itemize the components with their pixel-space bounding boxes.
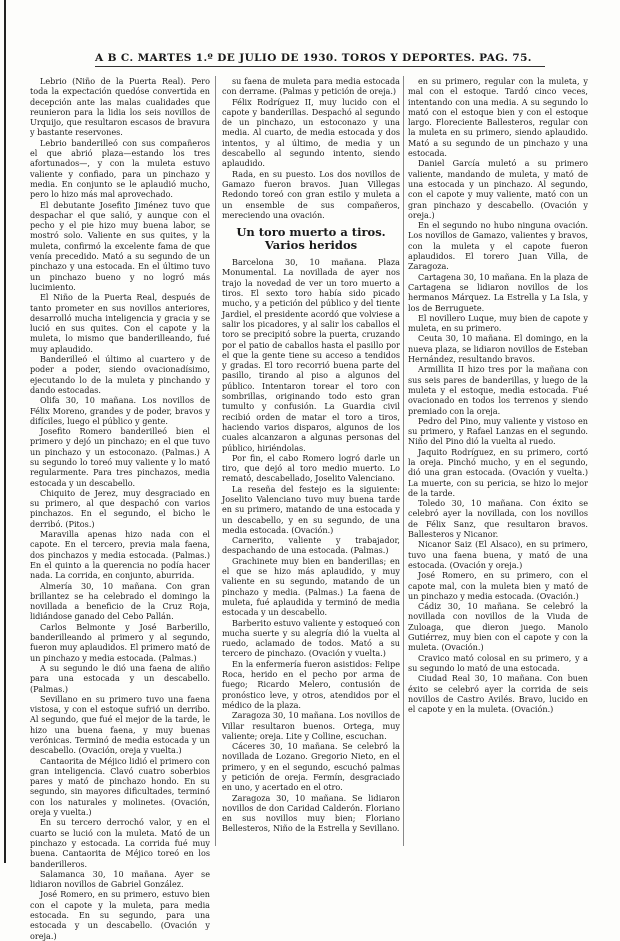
paragraph: su faena de muleta para media estocada con derrame. (Palmas y petición de oreja.) — [222, 76, 400, 97]
paragraph: La reseña del festejo es la siguiente: Joselito Valenciano tuvo muy buena tarde en su primero, matando de una estocada y un descabello, y en su segundo, de una media estocada. (Ovación.) — [222, 483, 400, 535]
paragraph: Daniel García muletó a su primero valiente, mandando de muleta, y mató de una estocada y un pinchazo. Al segundo, con el capote y muy valiente, mató con un gran pinchazo y descabello. (Ovación y oreja.) — [408, 158, 588, 220]
paragraph: Rada, en su puesto. Los dos novillos de Gamazo fueron bravos. Juan Villegas Redondo toreó con gran estilo y muleta a un ensemble de sus compañeros, mereciendo una ovación. — [222, 168, 400, 220]
paragraph: José Romero, en su primero, estuvo bien con el capote y la muleta, para media estocada. En su segundo, para una estocada y un descabello. (Ovación y oreja.) — [30, 889, 210, 941]
paragraph: En el segundo no hubo ninguna ovación. Los novillos de Gamazo, valientes y bravos, con la muleta y el capote fueron aplaudidos. El torero Juan Villa, de Zaragoza. — [408, 220, 588, 272]
paragraph: Félix Rodríguez II, muy lucido con el capote y banderillas. Despachó al segundo de un pinchazo, un estoconazo y una media. Al cuarto, de media estocada y dos intentos, y al último, de media y un descabello al segundo intento, siendo aplaudido. — [222, 96, 400, 169]
paragraph: Lebrio banderilleó con sus compañeros el que abrió plaza—estando los tres afortunados—, y con la muleta estuvo valiente y confiado, para un pinchazo y media. En conjunto se le aplaudió mucho, pero lo hizo más mal aprovechado. — [30, 137, 210, 200]
paragraph: Salamanca 30, 10 mañana. Ayer se lidiaron novillos de Gabriel González. — [30, 868, 210, 890]
column-1 — [30, 76, 210, 941]
paragraph: Cáceres 30, 10 mañana. Se celebró la novillada de Lozano. Gregorio Nieto, en el primero, y en el segundo, escuchó palmas y petición de oreja. Fermín, desgraciado en uno, y acertado en el otro. — [222, 741, 400, 793]
paragraph: Jaquito Rodríguez, en su primero, cortó la oreja. Pinchó mucho, y en el segundo, dió una gran estocada. (Ovación y vuelta.) La muerte, con su pericia, se hizo lo mejor de la tarde. — [408, 446, 588, 498]
paragraph: El novillero Luque, muy bien de capote y muleta, en su primero. — [408, 312, 588, 334]
paragraph: Carnerito, valiente y trabajador, despachando de una estocada. (Palmas.) — [222, 535, 400, 556]
paragraph: Barcelona 30, 10 mañana. Plaza Monumental. La novillada de ayer nos trajo la novedad de ver un toro muerto a tiros. El sexto toro había sido picado mucho, y a petición del público y del tiente Jardiel, el presidente acordó que volviese a salir los picadores, y al salir los caballos el toro se precipitó sobre la puerta, cruzando por el patio de caballos hasta el pasillo por el que la gente tiene su acceso a tendidos y gradas. El toro recorrió buena parte del pasillo, tirando al piso a algunos del público. Intentaron torear el toro con sombrillas, originando todo esto gran tumulto y confusión. La Guardia civil recibió orden de matar el toro a tiros, haciendo varios disparos, algunos de los cuales alcanzaron a algunas personas del público, hiriéndolas. — [222, 257, 400, 453]
paragraph: Cantaorita de Méjico lidió el primero con gran inteligencia. Clavó cuatro soberbios pares y mató de pinchazo hondo. En su segundo, sin mayores dificultades, terminó con los naturales y molinetes. (Ovación, oreja y vuelta.) — [30, 755, 210, 818]
header-rule — [95, 66, 545, 67]
paragraph: Pedro del Pino, muy valiente y vistoso en su primero, y Rafael Lanzas en el segundo. Niño del Pino dió la vuelta al ruedo. — [408, 415, 588, 447]
paragraph: Almería 30, 10 mañana. Con gran brillantez se ha celebrado el domingo la novillada a beneficio de la Cruz Roja, lidiándose ganado del Cebo Pallán. — [30, 580, 210, 622]
column-divider — [403, 76, 404, 846]
paragraph: En la enfermería fueron asistidos: Felipe Roca, herido en el pecho por arma de fuego; Ricardo Melero, contusión de pronóstico leve, y otros, atendidos por el médico de la plaza. — [222, 658, 400, 710]
paragraph: Maravilla apenas hizo nada con el capote. En el tercero, previa mala faena, dos pinchazos y media estocada. (Palmas.) En el quinto a la querencia no podía hacer nada. La corrida, en conjunto, aburrida. — [30, 529, 210, 581]
paragraph: Olifa 30, 10 mañana. Los novillos de Félix Moreno, grandes y de poder, bravos y difíciles, luego el público y gente. — [30, 395, 210, 426]
article-heading: Un toro muerto a tiros. Varios heridos — [236, 225, 386, 253]
paragraph: Carlos Belmonte y José Barberillo, banderilleando al primero y al segundo, fueron muy aplaudidos. El primero mató de un pinchazo y media estocada. (Palmas.) — [30, 621, 210, 663]
paragraph: Ciudad Real 30, 10 mañana. Con buen éxito se celebró ayer la corrida de seis novillos de Castro Avilés. Bravo, lucido en el capote y en la muleta. (Ovación.) — [408, 673, 588, 715]
paragraph: El debutante Josefito Jiménez tuvo que despachar el que salió, y aunque con el pecho y el pie hizo muy buena labor, se mostró solo. Valiente en sus quites, y la muleta, confirmó la excelente fama de que venía precedido. Mató a su segundo de un pinchazo y una estocada. En el último tuvo un pinchazo bueno y no logró más lucimiento. — [30, 199, 210, 292]
column-divider — [215, 76, 216, 846]
paragraph: Chiquito de Jerez, muy desgraciado en su primero, al que despachó con varios pinchazos. En el segundo, el bicho le derribó. (Pitos.) — [30, 487, 210, 529]
paragraph: Barberito estuvo valiente y estoqueó con mucha suerte y su alegría dió la vuelta al ruedo, aclamado de todos. Mató a su tercero de pinchazo. (Ovación y vuelta.) — [222, 617, 400, 659]
paragraph: Armillita II hizo tres por la mañana con sus seis pares de banderillas, y luego de la muleta y el estoque, media estocada. Fué ovacionado en todos los terrenos y siendo premiado con la oreja. — [408, 364, 588, 416]
paragraph: Josefito Romero banderilleó bien el primero y dejó un pinchazo; en el que tuvo un pinchazo y un estoconazo. (Palmas.) A su segundo lo toreó muy valiente y lo mató regularmente. Para tres pinchazos, media estocada y un descabello. — [30, 426, 210, 488]
paragraph: Zaragoza 30, 10 mañana. Los novillos de Villar resultaron buenos. Ortega, muy valiente; oreja. Lite y Colline, escuchan. — [222, 710, 400, 741]
paragraph: Cartagena 30, 10 mañana. En la plaza de Cartagena se lidiaron novillos de los hermanos Márquez. La Estrella y La Isla, y los de Berruguete. — [408, 271, 588, 313]
paragraph: El Niño de la Puerta Real, después de tanto prometer en sus novillos anteriores, desarrolló mucha inteligencia y gracia y se lució en sus quites. Con el capote y la muleta, lo mismo que banderilleando, fué muy aplaudido. — [30, 292, 210, 354]
paragraph: Cádiz 30, 10 mañana. Se celebró la novillada con novillos de la Viuda de Zuloaga, que dieron juego. Manolo Gutiérrez, muy bien con el capote y con la muleta. (Ovación.) — [408, 601, 588, 653]
paragraph: José Romero, en su primero, con el capote mal, con la muleta bien y mató de un pinchazo y media estocada. (Ovación.) — [408, 570, 588, 601]
paragraph: Sevillano en su primero tuvo una faena vistosa, y con el estoque sufrió un derribo. Al segundo, que fué el mejor de la tarde, le hizo una buena faena, y muy buenas verónicas. Terminó de media estocada y un descabello. (Ovación, oreja y vuelta.) — [30, 693, 210, 756]
paragraph: Lebrio (Niño de la Puerta Real). Pero toda la expectación quedóse convertida en decepción ante las malas cualidades que reunieron para la lidia los seis novillos de Urquijo, que resultaron escasos de bravura y bastante reservones. — [30, 76, 210, 138]
paragraph: Cravico mató colosal en su primero, y a su segundo lo mató de una estocada. — [408, 652, 588, 673]
paragraph: Ceuta 30, 10 mañana. El domingo, en la nueva plaza, se lidiaron novillos de Esteban Hernández, resultando bravos. — [408, 333, 588, 365]
paragraph: Banderilleó el último al cuartero y de poder a poder, siendo ovacionadísimo, ejecutando lo de la muleta y pinchando y dando estocadas. — [30, 354, 210, 395]
page-header: A B C. MARTES 1.º DE JULIO DE 1930. TOROS Y DEPORTES. PAG. 75. — [95, 52, 532, 64]
paragraph: En su tercero derrochó valor, y en el cuarto se lució con la muleta. Mató de un pinchazo y estocada. La corrida fué muy buena. Cantaorita de Méjico toreó en los banderilleros. — [30, 817, 210, 869]
column-3 — [408, 76, 588, 714]
column-2 — [222, 76, 400, 834]
paragraph: Nicanor Saiz (El Alsaco), en su primero, tuvo una faena buena, y mató de una estocada. (Ovación y oreja.) — [408, 539, 588, 570]
paragraph: A su segundo le dió una faena de aliño para una estocada y un descabello. (Palmas.) — [30, 662, 210, 694]
paragraph: Grachinete muy bien en banderillas; en el que se hizo más aplaudido, y muy valiente en su segundo, matando de un pinchazo y media. (Palmas.) La faena de muleta, fué aplaudida y terminó de media estocada y un descabello. — [222, 555, 400, 618]
paragraph: Toledo 30, 10 mañana. Con éxito se celebró ayer la novillada, con los novillos de Félix Sanz, que resultaron bravos. Ballesteros y Nicanor. — [408, 498, 588, 540]
paragraph: en su primero, regular con la muleta, y mal con el estoque. Tardó cinco veces, intentando con una media. A su segundo lo mató con el estoque bien y con el estoque largo. Floreciente Ballesteros, regular con la muleta en su primero, siendo aplaudido. Mató a su segundo de un pinchazo y una estocada. — [408, 76, 588, 159]
page-edge-rule — [4, 0, 6, 863]
paragraph: Zaragoza 30, 10 mañana. Se lidiaron novillos de don Caridad Calderón. Floriano en sus novillos muy bien; Floriano Bellesteros, Niño de la Estrella y Sevillano. — [222, 792, 400, 834]
paragraph: Por fin, el cabo Romero logró darle un tiro, que dejó al toro medio muerto. Lo remató, descabellado, Joselito Valenciano. — [222, 452, 400, 484]
